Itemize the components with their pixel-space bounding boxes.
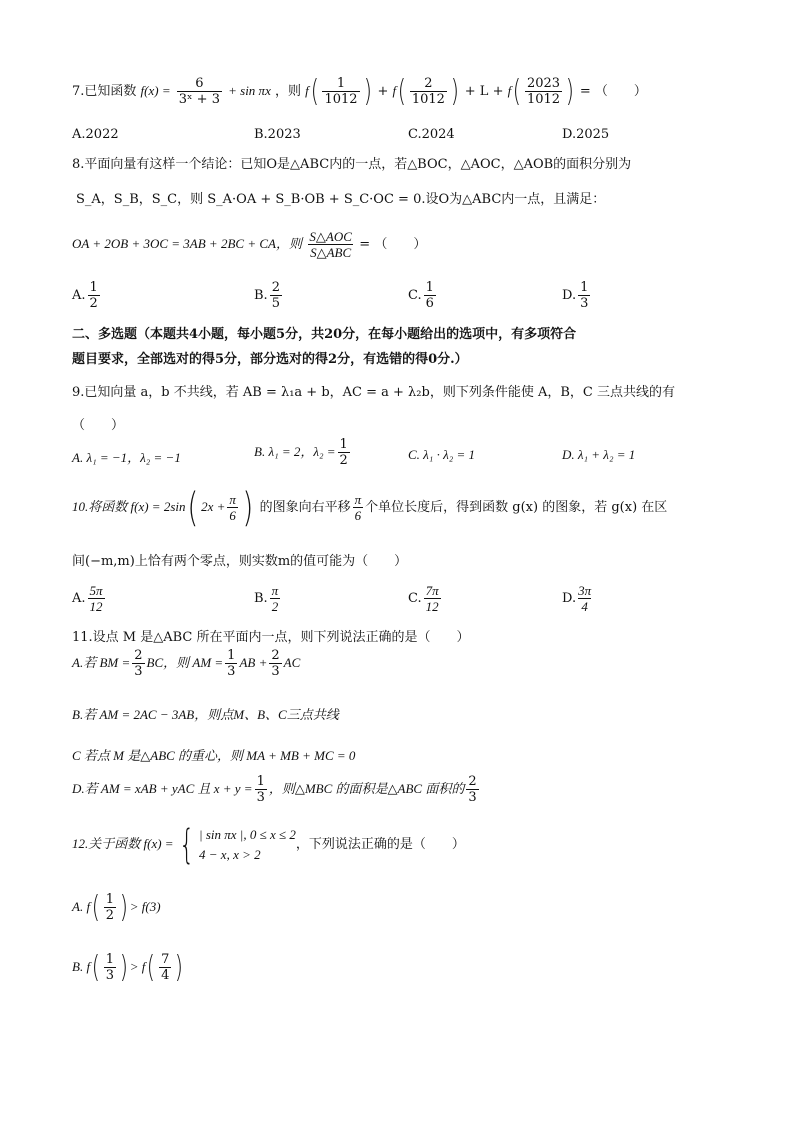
q8-option-d[interactable]: D. $\frac{1}{3}$: [562, 280, 589, 311]
q8-vector-equation: OA + 2OB + 3OC = 3AB + 2BC + CA，则: [72, 236, 302, 251]
q7-option-c[interactable]: C.2024: [408, 127, 455, 142]
q7-fraction: $\frac{6}{\text{3ˣ + 3}}$: [178, 76, 220, 107]
q7-func-lhs: f(x) =: [140, 83, 171, 98]
q10-rest: 个单位长度后，得到函数 g(x) 的图象，若 g(x) 在区: [365, 500, 668, 515]
section2-heading-line2: 题目要求，全部选对的得5分，部分选对的得2分，有选错的得0分.）: [72, 352, 468, 367]
q10-shift: $\frac{\pi}{6}$: [354, 492, 362, 523]
q7-term1: $\frac{1}{1012}$: [324, 76, 358, 107]
q12-option-b[interactable]: B. f( $\frac{1}{3}$ ) > f( $\frac{7}{4}$ ): [72, 949, 184, 985]
q7-term3: $\frac{2023}{1012}$: [526, 76, 561, 107]
q8-option-c[interactable]: C. $\frac{1}{6}$: [408, 280, 434, 311]
q11-option-a[interactable]: A.若 BM = $\frac{2}{3}$ BC，则 AM = $\frac{1}{3}$ AB + $\frac{2}{3}$ AC: [72, 648, 301, 679]
q8-option-a[interactable]: A. $\frac{1}{2}$: [72, 280, 98, 311]
q10-option-a[interactable]: A. $\frac{5\pi}{12}$: [72, 583, 103, 614]
q11-option-c[interactable]: C 若点 M 是△ABC 的重心，则 MA + MB + MC = 0: [72, 748, 356, 763]
q7-prefix: 7.已知函数: [72, 84, 137, 99]
q8-line1: 8.平面向量有这样一个结论：已知O是△ABC内的一点，若△BOC，△AOC，△AOB的面积分别为: [72, 157, 632, 172]
q10-line1: 10.将函数 f(x) = 2sin( 2x + $\frac{\pi}{6}$ ) 的图象向右平移 $\frac{\pi}{6}$ 个单位长度后，得到函数 g(x) 的图象，若 g(x) 在区: [72, 484, 668, 531]
q11-option-d[interactable]: D.若 AM = xAB + yAC 且 x + y = $\frac{1}{3}$ ，则△MBC 的面积是△ABC 面积的 $\frac{2}{3}$: [72, 774, 477, 805]
q7-ellipsis: + L +: [464, 84, 504, 99]
q10-option-c[interactable]: C. $\frac{7\pi}{12}$: [408, 583, 439, 614]
q12-case2: 4 − x, x > 2: [199, 846, 261, 862]
q11-stem: 11.设点 M 是△ABC 所在平面内一点，则下列说法正确的是（ ）: [72, 630, 470, 645]
q12-case1: | sin πx |, 0 ≤ x ≤ 2: [199, 826, 296, 842]
q9-option-d[interactable]: D. λ₁ + λ₂ = 1: [562, 447, 636, 462]
section2-heading-line1: 二、多选题（本题共4小题，每小题5分，共20分，在每小题给出的选项中，有多项符合: [72, 327, 577, 342]
q9-option-a[interactable]: A. λ₁ = −1，λ₂ = −1: [72, 450, 181, 465]
q8-line2: S_A，S_B，S_C，则 S_A·OA + S_B·OB + S_C·OC = 0.设O为△ABC内一点，且满足：: [76, 192, 606, 207]
q7-tail: = （ ）: [579, 84, 647, 99]
q11-option-b[interactable]: B.若 AM = 2AC − 3AB，则点M、B、C三点共线: [72, 707, 339, 722]
q7-term2: $\frac{2}{1012}$: [411, 76, 445, 107]
q7-then: ，则: [274, 84, 301, 99]
q12-option-a[interactable]: A. f( $\frac{1}{2}$ ) > f(3): [72, 889, 161, 925]
q10-option-b[interactable]: B. $\frac{\pi}{2}$: [254, 583, 279, 614]
q7-sin-term: + sin πx: [228, 83, 271, 98]
q8-tail: = （ ）: [359, 237, 427, 252]
q8-area-ratio: $\frac{\text{S△AOC}}{\text{S△ABC}}$: [309, 229, 352, 260]
q7-option-d[interactable]: D.2025: [562, 127, 610, 142]
q9-option-c[interactable]: C. λ₁ · λ₂ = 1: [408, 447, 475, 462]
q8-line3: [72, 224, 426, 264]
q7-stem: 7.已知函数 f(x) = $\frac{6}{\text{3ˣ + 3}}$ + sin πx ，则 f( $\frac{1}{1012}$ ) + f( $\frac{2}{1012}$ ) + L + f( $\frac{2023}{1012}$ ) = （ ）: [72, 73, 647, 109]
q8-option-b[interactable]: B. $\frac{2}{5}$: [254, 280, 280, 311]
q10-option-d[interactable]: D. $\frac{3\pi}{4}$: [562, 583, 592, 614]
q7-option-b[interactable]: B.2023: [254, 127, 301, 142]
q10-line2: 间(−m,m)上恰有两个零点，则实数m的值可能为（ ）: [72, 554, 408, 569]
q9-line1: 9.已知向量 a，b 不共线，若 AB = λ₁a + b，AC = a + λ₂b，则下列条件能使 A，B，C 三点共线的有: [72, 385, 675, 400]
q9-line2: （ ）: [72, 418, 125, 433]
q7-option-a[interactable]: A.2022: [72, 127, 119, 142]
q10-mid: 的图象向右平移: [259, 500, 351, 515]
q12-stem: 12.关于函数 f(x) = { | sin πx |, 0 ≤ x ≤ 2 4 − x, x > 2 ，下列说法正确的是（ ）: [72, 821, 465, 868]
q9-option-b[interactable]: B. λ₁ = 2，λ₂ = $\frac{1}{2}$: [254, 437, 348, 468]
q10-prefix: 10.将函数 f(x) = 2sin: [72, 499, 186, 514]
